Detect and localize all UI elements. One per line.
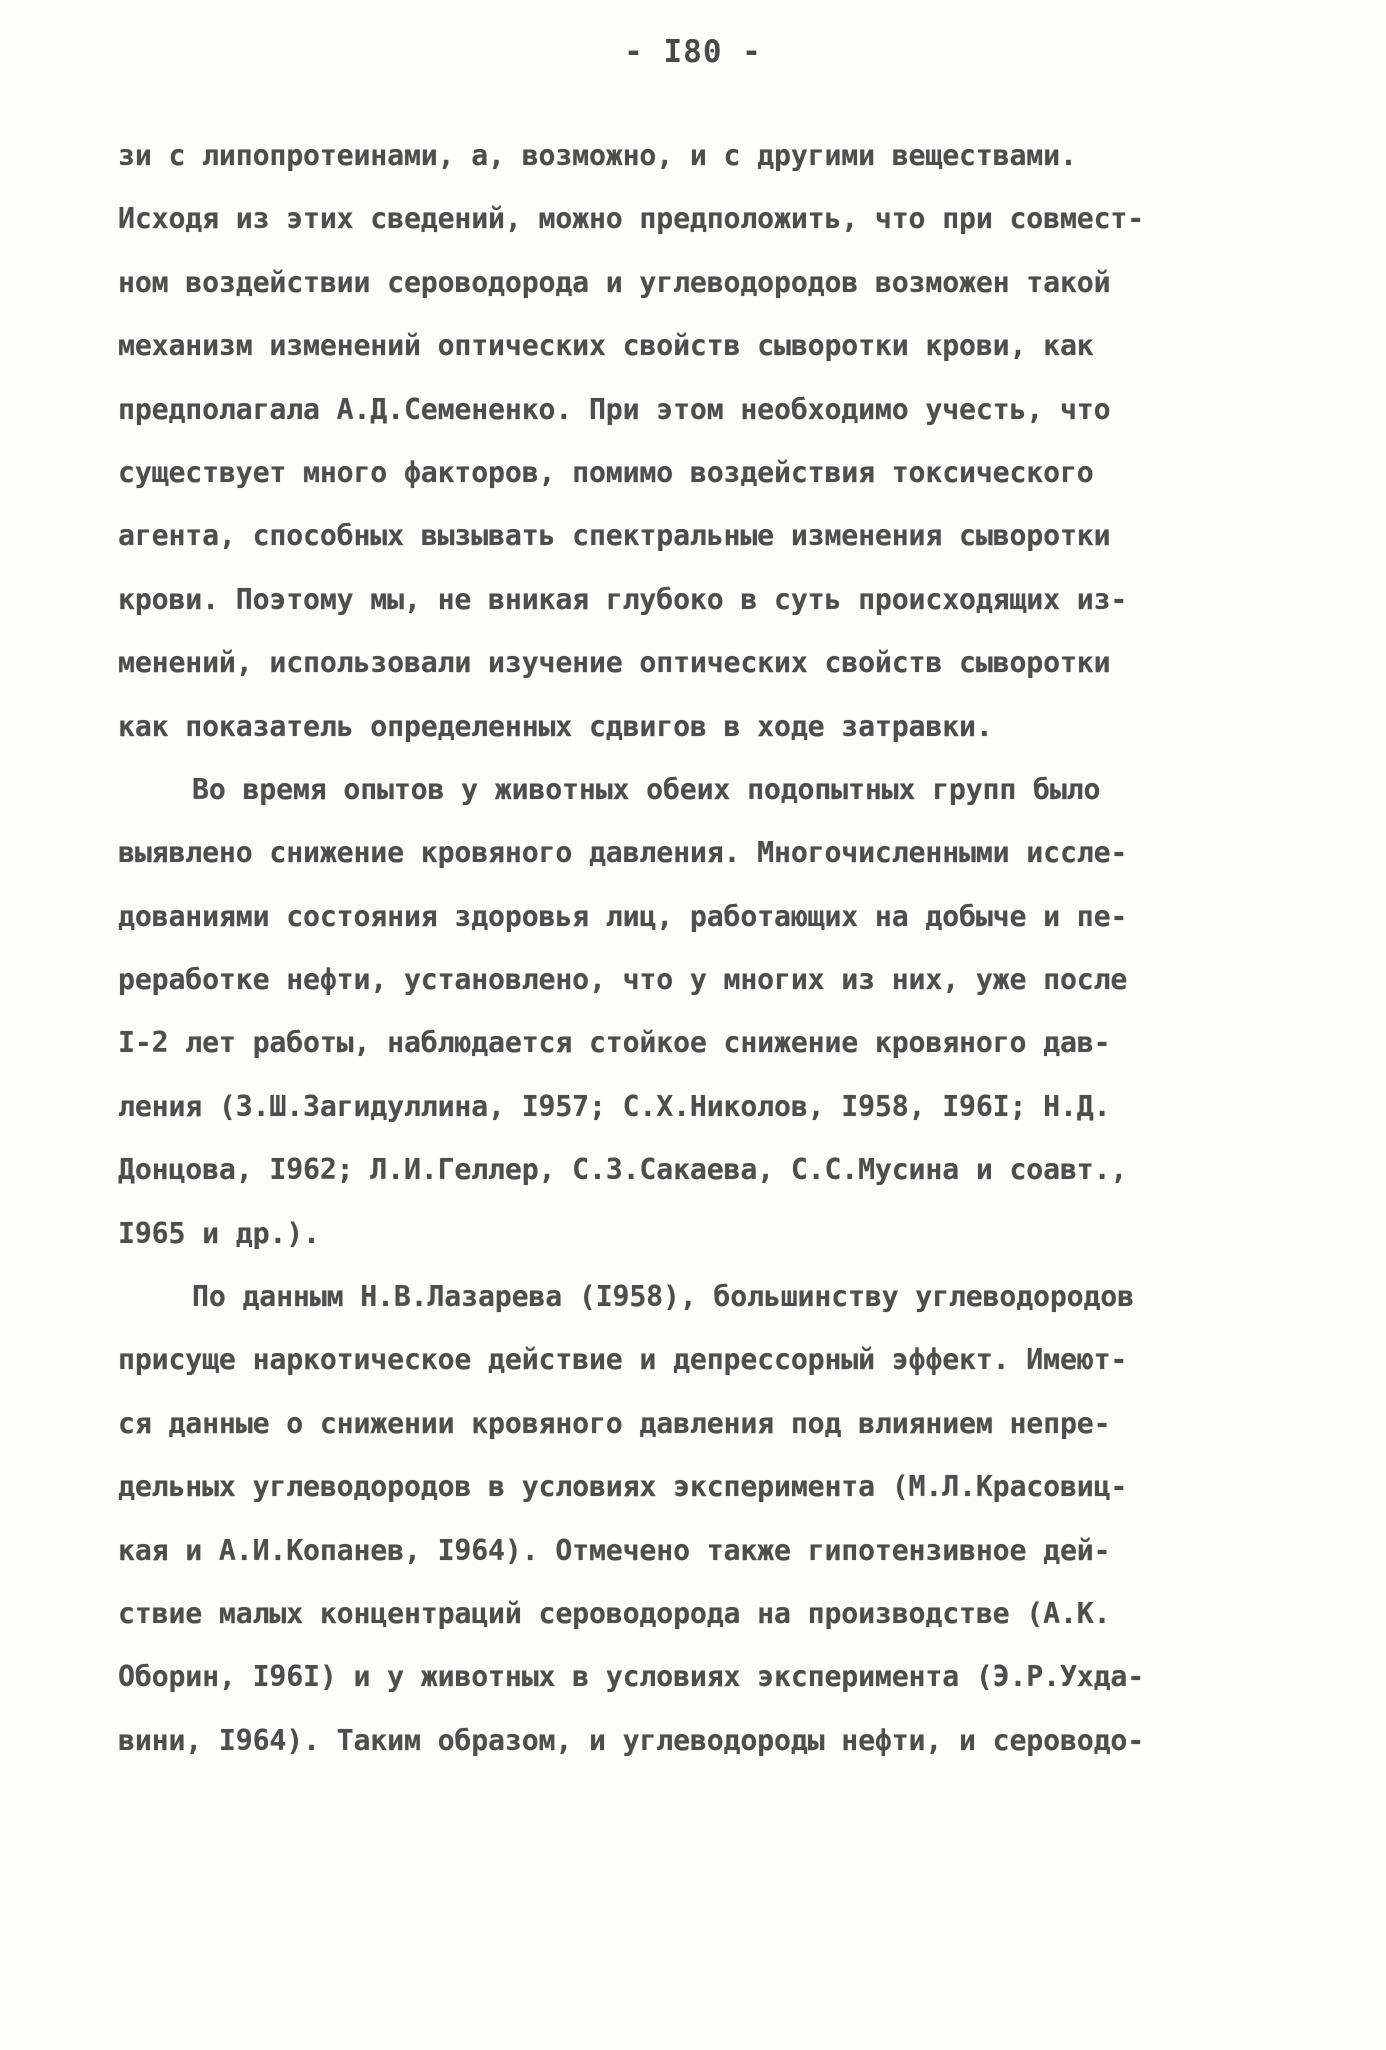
text-line: реработке нефти, установлено, что у многих из них, уже после	[118, 963, 1128, 997]
text-line: I965 и др.).	[118, 1216, 320, 1250]
text-line: как показатель определенных сдвигов в ходе затравки.	[118, 709, 993, 743]
text-line: По данным Н.В.Лазарева (I958), большинству углеводородов	[192, 1280, 1134, 1314]
text-line: крови. Поэтому мы, не вникая глубоко в суть происходящих из-	[118, 582, 1128, 616]
text-line: дельных углеводородов в условиях эксперимента (М.Л.Красовиц-	[118, 1470, 1128, 1504]
text-line: существует много факторов, помимо воздействия токсического	[118, 455, 1094, 489]
text-line: Исходя из этих сведений, можно предположить, что при совмест-	[118, 202, 1145, 236]
text-line: Во время опытов у животных обеих подопытных групп было	[192, 772, 1101, 806]
text-line: агента, способных вызывать спектральные изменения сыворотки	[118, 519, 1111, 553]
page-number: - I80 -	[624, 34, 762, 70]
text-line: менений, использовали изучение оптических свойств сыворотки	[118, 646, 1111, 680]
text-line: вини, I964). Таким образом, и углеводороды нефти, и сероводо-	[118, 1723, 1145, 1757]
text-line: Оборин, I96I) и у животных в условиях эксперимента (Э.Р.Ухда-	[118, 1660, 1145, 1694]
text-line: предполагала А.Д.Семененко. При этом необходимо учесть, что	[118, 392, 1111, 426]
text-line: присуще наркотическое действие и депрессорный эффект. Имеют-	[118, 1343, 1128, 1377]
text-line: ления (З.Ш.Загидуллина, I957; С.Х.Николов, I958, I96I; Н.Д.	[118, 1089, 1111, 1123]
text-line: I-2 лет работы, наблюдается стойкое снижение кровяного дав-	[118, 1026, 1111, 1060]
text-line: выявлено снижение кровяного давления. Многочисленными иссле-	[118, 836, 1128, 870]
text-line: зи с липопротеинами, а, возможно, и с другими веществами.	[118, 139, 1077, 172]
text-line: механизм изменений оптических свойств сыворотки крови, как	[118, 329, 1094, 363]
text-line: ся данные о снижении кровяного давления под влиянием непре-	[118, 1406, 1111, 1440]
text-line: дованиями состояния здоровья лиц, работающих на добыче и пе-	[118, 899, 1128, 933]
text-line: кая и А.И.Копанев, I964). Отмечено также гипотензивное дей-	[118, 1533, 1111, 1567]
body-text	[118, 124, 1268, 1772]
text-line: ствие малых концентраций сероводорода на производстве (А.К.	[118, 1596, 1111, 1630]
text-line: ном воздействии сероводорода и углеводородов возможен такой	[118, 265, 1111, 299]
text-line: Донцова, I962; Л.И.Геллер, С.З.Сакаева, С.С.Мусина и соавт.,	[118, 1153, 1128, 1187]
